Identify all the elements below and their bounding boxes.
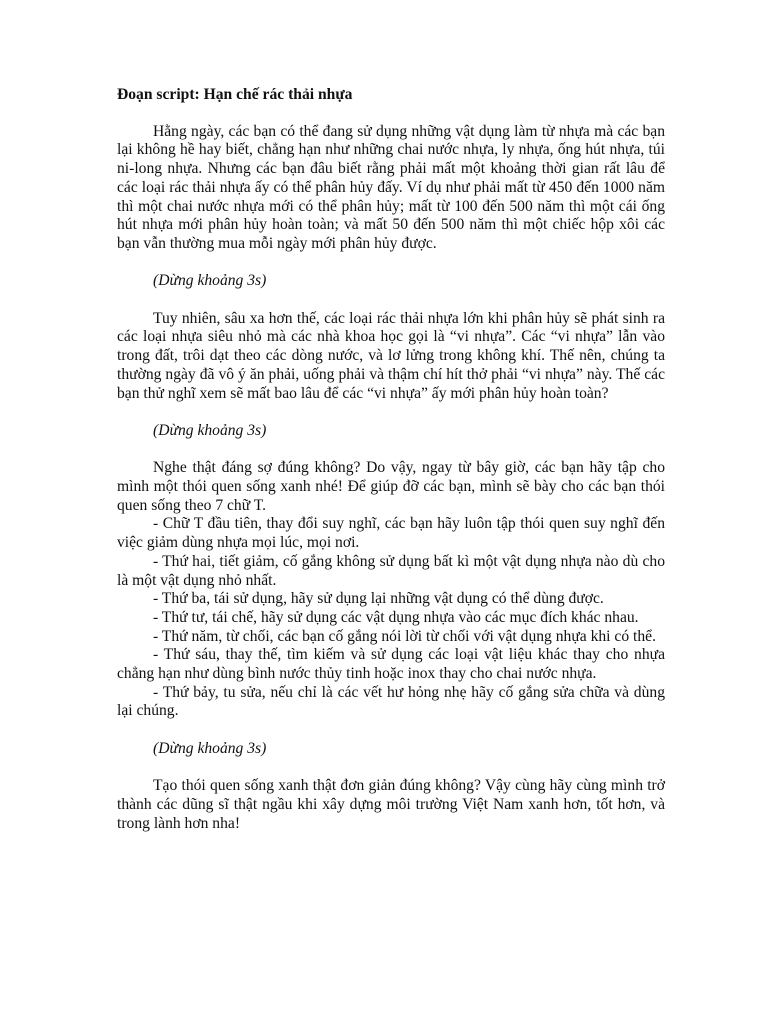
- habit-item-7: - Thứ bảy, tu sửa, nếu chỉ là các vết hư hỏng nhẹ hãy cố gắng sửa chữa và dùng lại chúng.: [117, 683, 665, 720]
- paragraph-closing: Tạo thói quen sống xanh thật đơn giản đúng không? Vậy cùng hãy cùng mình trở thành các dũng sĩ thật ngầu khi xây dựng môi trường Việt Nam xanh hơn, tốt hơn, và trong lành hơn nha!: [117, 777, 665, 832]
- paragraph-microplastics: Tuy nhiên, sâu xa hơn thế, các loại rác thải nhựa lớn khi phân hủy sẽ phát sinh ra các loại nhựa siêu nhỏ mà các nhà khoa học gọi là “vi nhựa”. Các “vi nhựa” lẫn vào trong đất, trôi dạt theo các dòng nước, và lơ lửng trong không khí. Thế nên, chúng ta thường ngày đã vô ý ăn phải, uống phải và thậm chí hít thở phải “vi nhựa” này. Thế các bạn thử nghĩ xem sẽ mất bao lâu để các “vi nhựa” ấy mới phân hủy hoàn toàn?: [117, 309, 665, 402]
- habit-item-6: - Thứ sáu, thay thế, tìm kiếm và sử dụng các loại vật liệu khác thay cho nhựa chẳng hạn như dùng bình nước thủy tinh hoặc inox thay cho chai nước nhựa.: [117, 646, 665, 683]
- paragraph-intro: Hằng ngày, các bạn có thể đang sử dụng những vật dụng làm từ nhựa mà các bạn lại không hề hay biết, chẳng hạn như những chai nước nhựa, ly nhựa, ống hút nhựa, túi ni-long nhựa. Nhưng các bạn đâu biết rằng phải mất một khoảng thời gian rất lâu để các loại rác thải nhựa ấy có thể phân hủy đấy. Ví dụ như phải mất từ 450 đến 1000 năm thì một chai nước nhựa mới có thể phân hủy; mất từ 100 đến 500 năm thì một cái ống hút nhựa mới phân hủy hoàn toàn; và mất 50 đến 500 năm thì một chiếc hộp xôi các bạn vẫn thường mua mỗi ngày mới phân hủy được.: [117, 122, 665, 252]
- pause-note-2: (Dừng khoảng 3s): [153, 421, 267, 439]
- paragraph-green-habits: Nghe thật đáng sợ đúng không? Do vậy, ngay từ bây giờ, các bạn hãy tập cho mình một thói quen sống xanh nhé! Để giúp đỡ các bạn, mình sẽ bày cho các bạn thói quen sống theo 7 chữ T.: [117, 459, 665, 514]
- document-title: Đoạn script: Hạn chế rác thải nhựa: [117, 86, 353, 103]
- pause-note-3: (Dừng khoảng 3s): [153, 739, 267, 757]
- pause-note-1: (Dừng khoảng 3s): [153, 272, 267, 290]
- habit-item-5: - Thứ năm, từ chối, các bạn cố gắng nói lời từ chối với vật dụng nhựa khi có thể.: [153, 627, 656, 645]
- document-page: [117, 86, 665, 852]
- habit-item-1: - Chữ T đầu tiên, thay đổi suy nghĩ, các bạn hãy luôn tập thói quen suy nghĩ đến việc giảm dùng nhựa mọi lúc, mọi nơi.: [117, 515, 665, 552]
- habit-item-3: - Thứ ba, tái sử dụng, hãy sử dụng lại những vật dụng có thể dùng được.: [153, 590, 604, 608]
- habit-item-2: - Thứ hai, tiết giảm, cố gắng không sử dụng bất kì một vật dụng nhựa nào dù cho là một vật dụng nhỏ nhất.: [117, 552, 665, 589]
- habit-item-4: - Thứ tư, tái chế, hãy sử dụng các vật dụng nhựa vào các mục đích khác nhau.: [153, 608, 639, 626]
